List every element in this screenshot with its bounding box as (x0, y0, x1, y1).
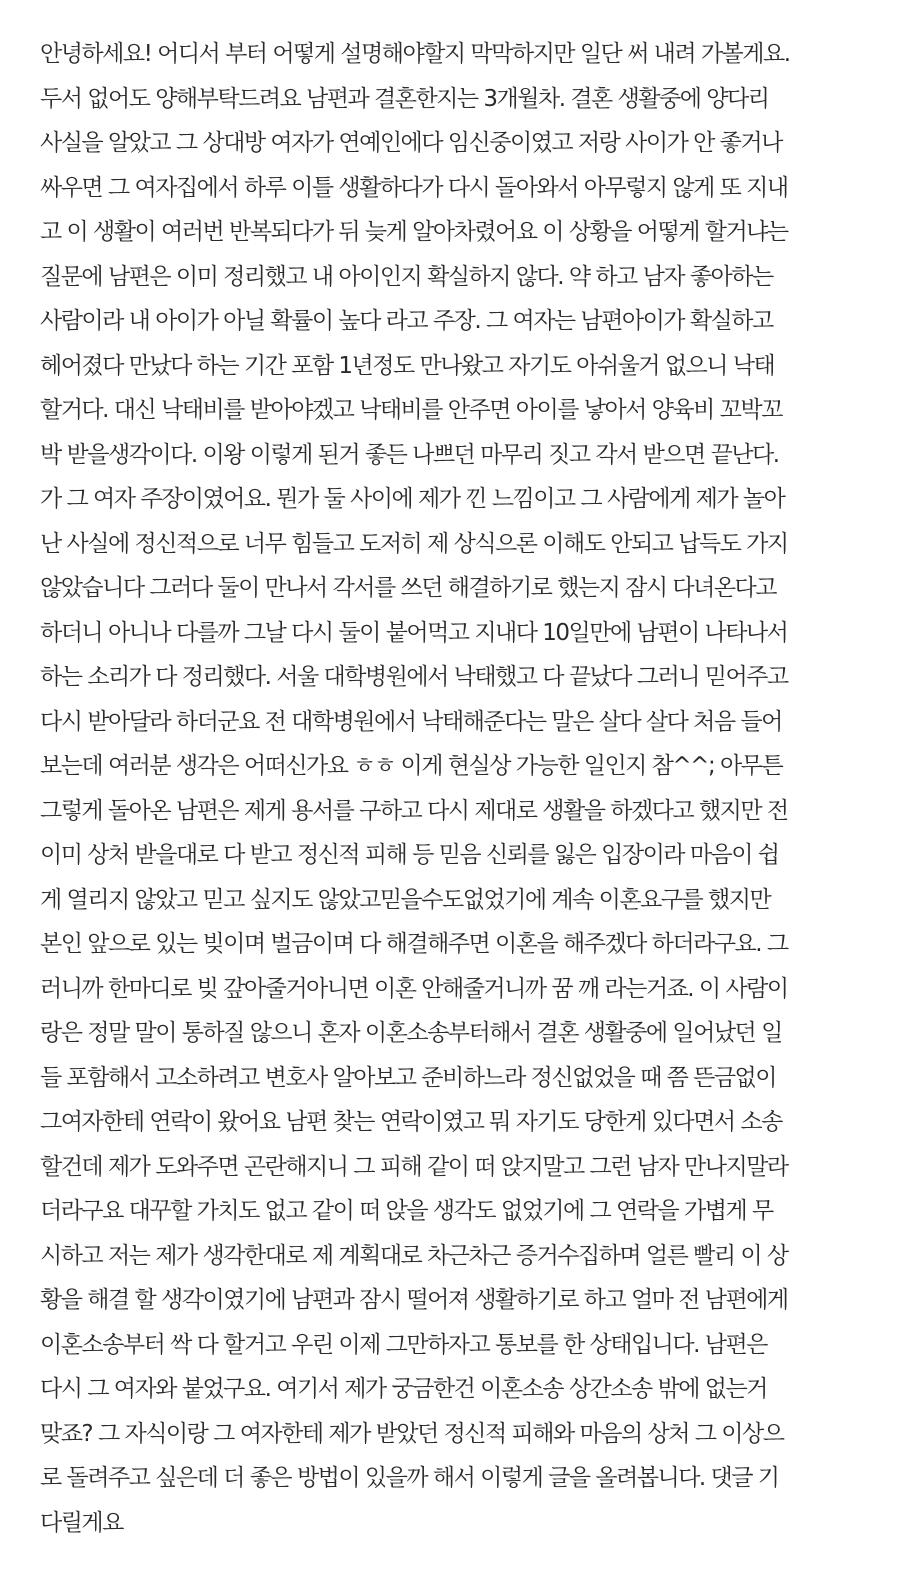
post-body (40, 32, 870, 1545)
post-line: 않았습니다 그러다 둘이 만나서 각서를 쓰던 해결하기로 했는지 잠시 다녀온다고 (40, 575, 776, 601)
post-line: 들 포함해서 고소하려고 변호사 알아보고 준비하느라 정신없었을 때 쯤 뜬금없이 (40, 1064, 776, 1091)
post-line: 난 사실에 정신적으로 너무 힘들고 도저히 제 상식으론 이해도 안되고 납득도 가지 (40, 530, 788, 557)
post-line: 사실을 알았고 그 상대방 여자가 연예인에다 임신중이였고 저랑 사이가 안 좋거나 (40, 130, 782, 156)
post-line: 질문에 남편은 이미 정리했고 내 아이인지 확실하지 않다. 약 하고 남자 좋아하는 (40, 263, 773, 290)
post-line: 하는 소리가 다 정리했다. 서울 대학병원에서 낙태했고 다 끝났다 그러니 믿어주고 (40, 664, 788, 690)
post-line: 이미 상처 받을대로 다 받고 정신적 피해 등 믿음 신뢰를 잃은 입장이라 마음이 쉽 (40, 842, 779, 868)
post-line: 러니까 한마디로 빚 갚아줄거아니면 이혼 안해줄거니까 꿈 깨 라는거죠. 이 사람이 (40, 975, 788, 1002)
post-line: 이혼소송부터 싹 다 할거고 우린 이제 그만하자고 통보를 한 상태입니다. 남편은 (40, 1331, 767, 1358)
post-line: 본인 앞으로 있는 빚이며 벌금이며 다 해결해주면 이혼을 해주겠다 하더라구요. 그 (40, 931, 788, 957)
post-line: 할건데 제가 도와주면 곤란해지니 그 피해 같이 떠 앉지말고 그런 남자 만나지말라 (40, 1153, 788, 1180)
post-line: 보는데 여러분 생각은 어떠신가요 ㅎㅎ 이게 현실상 가능한 일인지 참^^; 아무튼 (40, 753, 783, 779)
post-line: 그여자한테 연락이 왔어요 남편 찾는 연락이였고 뭐 자기도 당한게 있다면서 소송 (40, 1109, 782, 1135)
post-line: 맞죠? 그 자식이랑 그 여자한테 제가 받았던 정신적 피해와 마음의 상처 그 이상으 (40, 1420, 784, 1447)
post-line: 헤어졌다 만났다 하는 기간 포함 1년정도 만나왔고 자기도 아쉬울거 없으니 낙태 (40, 352, 775, 379)
post-line: 할거다. 대신 낙태비를 받아야겠고 낙태비를 안주면 아이를 낳아서 양육비 꼬박꼬 (40, 397, 782, 423)
post-line: 사람이라 내 아이가 아닐 확률이 높다 라고 주장. 그 여자는 남편아이가 확실하고 (40, 308, 773, 334)
post-line: 가 그 여자 주장이였어요. 뭔가 둘 사이에 제가 낀 느낌이고 그 사람에게 제가 놀아 (40, 486, 785, 512)
post-line: 두서 없어도 양해부탁드려요 남편과 결혼한지는 3개월차. 결혼 생활중에 양다리 (40, 85, 769, 112)
post-line: 다릴게요 (40, 1509, 123, 1536)
post-line: 랑은 정말 말이 통하질 않으니 혼자 이혼소송부터해서 결혼 생활중에 일어났던 일 (40, 1020, 782, 1046)
post-line: 그렇게 돌아온 남편은 제게 용서를 구하고 다시 제대로 생활을 하겠다고 했지만 전 (40, 797, 788, 824)
post-line: 하더니 아니나 다를까 그날 다시 둘이 붙어먹고 지내다 10일만에 남편이 나타나서 (40, 619, 788, 646)
post-line: 다시 받아달라 하더군요 전 대학병원에서 낙태해준다는 말은 살다 살다 처음 들어 (40, 708, 782, 735)
post-line: 더라구요 대꾸할 가치도 없고 같이 떠 앉을 생각도 없었기에 그 연락을 가볍게 무 (40, 1198, 773, 1224)
post-line: 안녕하세요! 어디서 부터 어떻게 설명해야할지 막막하지만 일단 써 내려 가볼게요. (40, 41, 790, 67)
post-line: 박 받을생각이다. 이왕 이렇게 된거 좋든 나쁘던 마무리 짓고 각서 받으면 끝난다. (40, 441, 779, 468)
post-line: 싸우면 그 여자집에서 하루 이틀 생활하다가 다시 돌아와서 아무렇지 않게 또 지내 (40, 174, 788, 201)
post-line: 시하고 저는 제가 생각한대로 제 계획대로 차근차근 증거수집하며 얼른 빨리 이 상 (40, 1242, 788, 1269)
post-line: 고 이 생활이 여러번 반복되다가 뒤 늦게 알아차렸어요 이 상황을 어떻게 할거냐는 (40, 219, 788, 245)
post-line: 황을 해결 할 생각이였기에 남편과 잠시 떨어져 생활하기로 하고 얼마 전 남편에게 (40, 1287, 788, 1313)
post-line: 게 열리지 않았고 믿고 싶지도 않았고믿을수도없었기에 계속 이혼요구를 했지만 (40, 886, 771, 913)
post-line: 로 돌려주고 싶은데 더 좋은 방법이 있을까 해서 이렇게 글을 올려봅니다. 댓글 기 (40, 1465, 779, 1491)
post-line: 다시 그 여자와 붙었구요. 여기서 제가 궁금한건 이혼소송 상간소송 밖에 없는거 (40, 1376, 767, 1402)
